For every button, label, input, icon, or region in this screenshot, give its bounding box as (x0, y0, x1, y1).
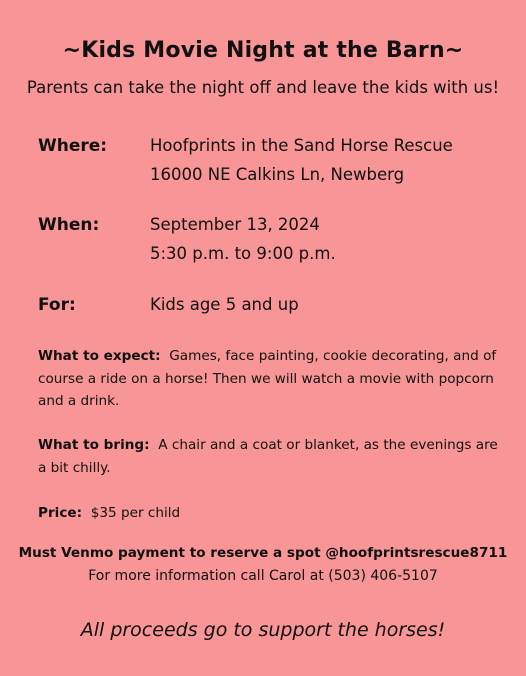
price-text: $35 per child (90, 505, 181, 521)
what-to-bring (38, 434, 508, 479)
when-line-1: September 13, 2024 (150, 215, 320, 234)
venmo-note: Must Venmo payment to reserve a spot @hoofprintsrescue8711 (18, 545, 508, 561)
for-label: For: (38, 295, 76, 315)
where-label: Where: (38, 136, 108, 156)
price (38, 502, 508, 525)
expect-text: Games, face painting, cookie decorating, and of course a ride on a horse! Then we will watch a movie with popcorn and a drink. (38, 348, 497, 409)
bring-label: What to bring: (38, 437, 150, 453)
where-line-1: Hoofprints in the Sand Horse Rescue (150, 136, 453, 155)
flyer-title: ~Kids Movie Night at the Barn~ (62, 38, 464, 63)
for-value: Kids age 5 and up (150, 295, 299, 314)
expect-label: What to expect: (38, 348, 161, 364)
flyer-subtitle: Parents can take the night off and leave the kids with us! (26, 78, 500, 97)
when-label: When: (38, 215, 100, 235)
contact-info: For more information call Carol at (503) 406-5107 (88, 568, 438, 584)
price-label: Price: (38, 505, 83, 521)
bring-text: A chair and a coat or blanket, as the evenings are a bit chilly. (38, 437, 498, 476)
when-line-2: 5:30 p.m. to 9:00 p.m. (150, 244, 336, 263)
where-line-2: 16000 NE Calkins Ln, Newberg (150, 165, 405, 184)
what-to-expect (38, 345, 508, 413)
closing-line: All proceeds go to support the horses! (80, 619, 446, 641)
